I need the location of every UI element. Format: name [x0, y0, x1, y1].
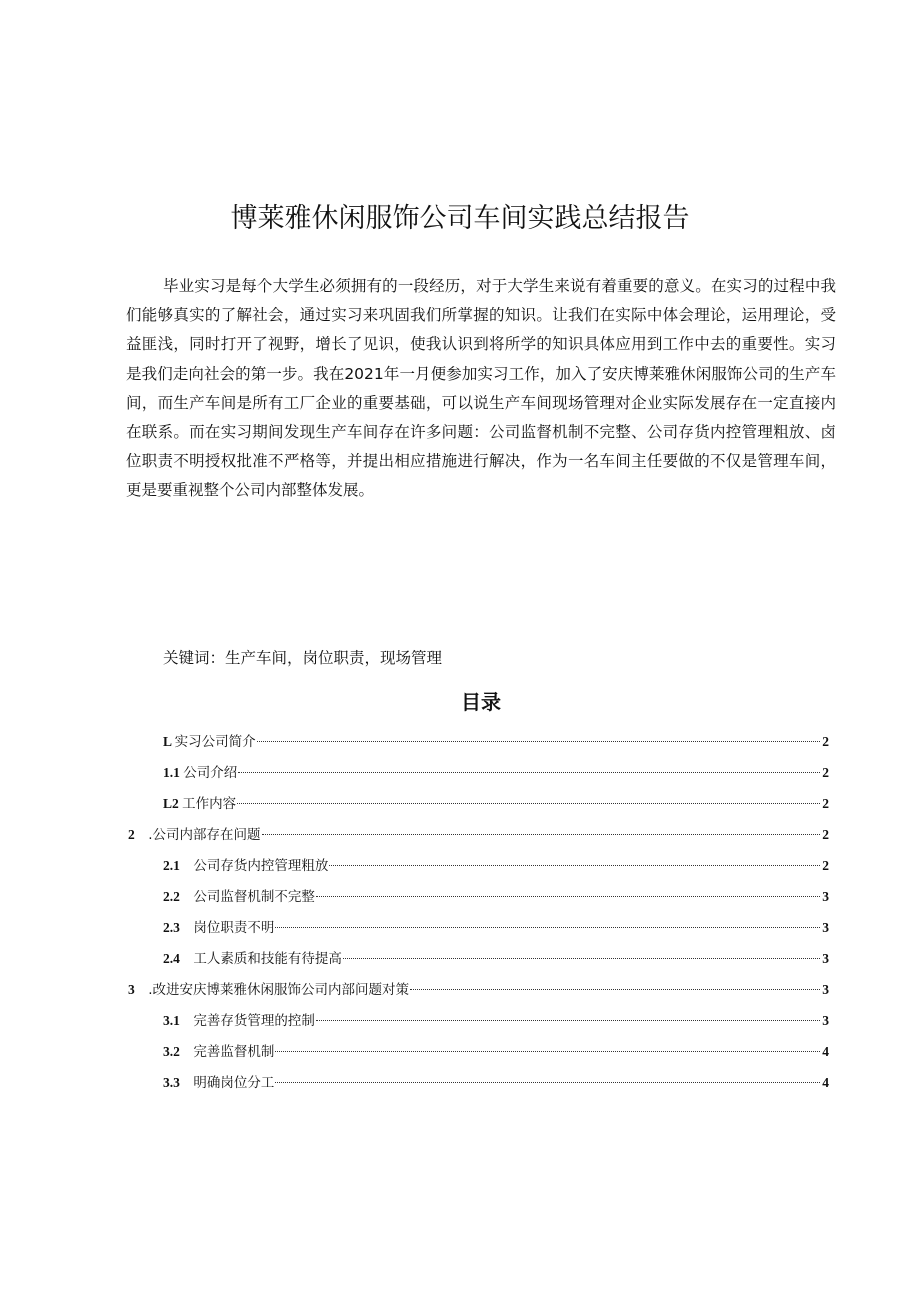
toc-entry-page: 3	[822, 889, 829, 904]
toc-entry[interactable]	[128, 825, 829, 845]
toc-entry-label: 公司监督机制不完整	[193, 889, 315, 905]
toc-entry-number: 3	[128, 982, 149, 997]
toc-entry[interactable]	[163, 732, 829, 752]
toc-leader-dots	[316, 1020, 820, 1021]
toc-entry-number: 2.3	[163, 920, 194, 935]
toc-entry-page: 2	[822, 858, 829, 873]
toc-leader-dots	[275, 927, 820, 928]
toc-entry-page: 2	[822, 734, 829, 749]
toc-entry-number: L	[163, 734, 175, 749]
toc-entry-number: 3.1	[163, 1013, 194, 1028]
toc-entry[interactable]	[163, 763, 829, 783]
toc-entry-page: 3	[822, 920, 829, 935]
toc-leader-dots	[316, 896, 820, 897]
toc-leader-dots	[343, 958, 820, 959]
toc-entry-number: 2.2	[163, 889, 194, 904]
toc-entry-label: 完善监督机制	[193, 1044, 275, 1060]
toc-entry[interactable]	[163, 1011, 829, 1031]
toc-entry-label: .改进安庆博莱雅休闲服饰公司内部问题对策	[148, 982, 410, 998]
toc-entry-page: 3	[822, 982, 829, 997]
toc-leader-dots	[410, 989, 820, 990]
toc-entry-page: 2	[822, 765, 829, 780]
toc-entry-label: 完善存货管理的控制	[193, 1013, 315, 1029]
toc-entry-label: 工作内容	[182, 796, 237, 812]
document-title: 博莱雅休闲服饰公司车间实践总结报告	[230, 203, 690, 234]
abstract-paragraph: 毕业实习是每个大学生必须拥有的一段经历，对于大学生来说有着重要的意义。在实习的过程中我们能够真实的了解社会，通过实习来巩固我们所掌握的知识。让我们在实际中体会理论，运用理论，受益匪浅，同时打开了视野，增长了见识，使我认识到将所学的知识具体应用到工作中去的重要性。实习是我们走向社会的第一步。我在2021年一月便参加实习工作，加入了安庆博莱雅休闲服饰公司的生产车间，而生产车间是所有工厂企业的重要基础，可以说生产车间现场管理对企业实际发展存在一定直接内在联系。而在实习期间发现生产车间存在许多问题：公司监督机制不完整、公司存货内控管理粗放、卤位职责不明授权批准不严格等，并提出相应措施进行解决，作为一名车间主任要做的不仅是管理车间，更是要重视整个公司内部整体发展。	[126, 277, 836, 500]
toc-entry[interactable]	[163, 856, 829, 876]
toc-leader-dots	[262, 834, 821, 835]
toc-entry-label: 公司介绍	[183, 765, 238, 781]
toc-entry-page: 3	[822, 1013, 829, 1028]
toc-entry[interactable]	[128, 980, 829, 1000]
toc-entry[interactable]	[163, 949, 829, 969]
toc-leader-dots	[329, 865, 820, 866]
toc-entry[interactable]	[163, 1042, 829, 1062]
toc-leader-dots	[275, 1051, 820, 1052]
toc-entry-page: 2	[822, 796, 829, 811]
toc-entry[interactable]	[163, 887, 829, 907]
toc-entry-number: L2	[163, 796, 183, 811]
toc-entry-label: 岗位职责不明	[193, 920, 275, 936]
toc-entry-label: 工人素质和技能有待提高	[193, 951, 342, 967]
toc-entry-number: 1.1	[163, 765, 184, 780]
toc-leader-dots	[257, 741, 821, 742]
toc-leader-dots	[275, 1082, 820, 1083]
toc-entry-label: 公司存货内控管理粗放	[193, 858, 329, 874]
toc-entry-number: 3.2	[163, 1044, 194, 1059]
toc-entry-number: 2.4	[163, 951, 194, 966]
toc-title: 目录	[461, 690, 501, 714]
toc-leader-dots	[237, 803, 820, 804]
toc-entry-label: .公司内部存在问题	[148, 827, 261, 843]
toc-entry-number: 2	[128, 827, 149, 842]
toc-entry-page: 3	[822, 951, 829, 966]
keywords-line: 关键词：生产车间，岗位职责，现场管理	[163, 649, 443, 667]
toc-entry-number: 3.3	[163, 1075, 194, 1090]
toc-entry[interactable]	[163, 918, 829, 938]
toc-entry[interactable]	[163, 1073, 829, 1093]
toc-entry-label: 实习公司简介	[174, 734, 256, 750]
toc-leader-dots	[238, 772, 820, 773]
toc-entry-number: 2.1	[163, 858, 194, 873]
toc-entry-page: 4	[822, 1075, 829, 1090]
toc-entry-page: 4	[822, 1044, 829, 1059]
toc-entry-page: 2	[822, 827, 829, 842]
toc-entry-label: 明确岗位分工	[193, 1075, 275, 1091]
toc-entry[interactable]	[163, 794, 829, 814]
